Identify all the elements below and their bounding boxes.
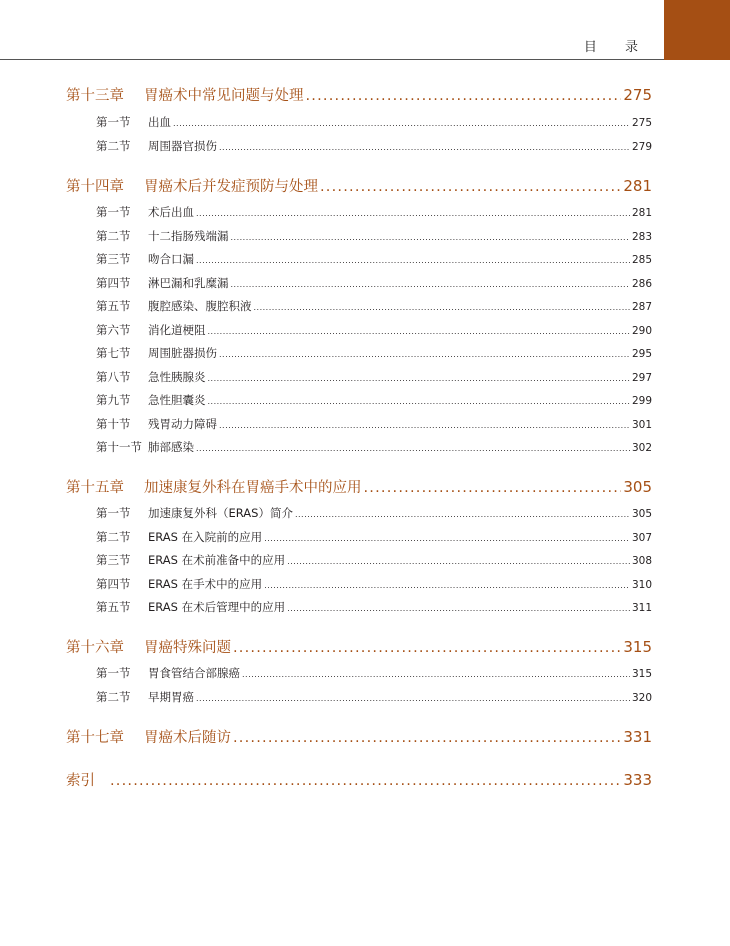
page-header-title: 目 录 [583,40,650,55]
toc-page-number: 315 [631,668,652,680]
toc-entry-number: 第三节 [96,252,131,266]
toc-page-number: 279 [631,141,652,153]
toc-section-entry[interactable] [96,576,652,592]
toc-page-number: 297 [631,372,652,384]
toc-entry-title: 胃癌术中常见问题与处理 [144,88,304,104]
toc-entry-number: 索引 [66,773,95,789]
toc-page-number: 275 [623,86,652,104]
toc-page-number: 275 [631,117,652,129]
toc-chapter-entry[interactable] [66,84,652,105]
toc-leader-dots [233,730,621,746]
toc-entry-number: 第二节 [96,530,131,544]
toc-entry-title: 十二指肠残端漏 [148,229,229,243]
toc-entry-number: 第一节 [96,115,131,129]
toc-page-number: 285 [631,254,652,266]
toc-section-entry[interactable] [96,665,652,681]
toc-page-number: 302 [631,442,652,454]
toc-section-entry[interactable] [96,228,652,244]
toc-entry-number: 第一节 [96,506,131,520]
toc-entry-title: 胃癌术后并发症预防与处理 [144,179,318,195]
chapter-tab-block [664,0,730,60]
toc-page-number: 281 [623,177,652,195]
toc-entry-title: 胃癌特殊问题 [144,640,231,656]
toc-page-number: 311 [631,602,652,614]
toc-entry-number: 第十七章 [66,730,124,746]
toc-page-number: 287 [631,301,652,313]
toc-chapter-entry[interactable] [66,476,652,497]
toc-entry-number: 第五节 [96,299,131,313]
toc-entry-number: 第十三章 [66,88,124,104]
toc-entry-number: 第一节 [96,666,131,680]
toc-section-entry[interactable] [96,552,652,568]
toc-entry-title: 急性胰腺炎 [148,370,206,384]
toc-section-entry[interactable] [96,298,652,314]
toc-section-entry[interactable] [96,416,652,432]
toc-entry-title: 消化道梗阻 [148,323,206,337]
toc-entry-number: 第八节 [96,370,131,384]
toc-section-entry[interactable] [96,275,652,291]
toc-leader-dots [264,530,630,544]
toc-leader-dots [231,276,630,290]
toc-entry-number: 第十四章 [66,179,124,195]
toc-entry-number: 第一节 [96,205,131,219]
toc-section-entry[interactable] [96,599,652,615]
toc-leader-dots [208,323,630,337]
toc-leader-dots [287,600,630,614]
toc-leader-dots [233,640,621,656]
toc-section-entry[interactable] [96,251,652,267]
toc-leader-dots [219,346,630,360]
toc-entry-title: 加速康复外科（ERAS）简介 [148,506,293,520]
toc-entry-number: 第二节 [96,229,131,243]
toc-entry-title: 肺部感染 [148,440,194,454]
toc-page-number: 305 [631,508,652,520]
toc-entry-title: ERAS 在术前准备中的应用 [148,553,286,567]
toc-leader-dots [208,370,630,384]
header-rule [0,59,664,60]
toc-leader-dots [320,179,621,195]
toc-entry-number: 第十节 [96,417,131,431]
toc-page-number: 331 [623,728,652,746]
toc-leader-dots [173,115,630,129]
toc-leader-dots [196,205,630,219]
toc-page-number: 320 [631,692,652,704]
toc-leader-dots [219,139,630,153]
toc-entry-title: ERAS 在术后管理中的应用 [148,600,286,614]
toc-leader-dots [231,229,630,243]
toc-section-entry[interactable] [96,345,652,361]
toc-page-number: 315 [623,638,652,656]
toc-page-number: 310 [631,579,652,591]
toc-entry-number: 第五节 [96,600,131,614]
toc-entry-number: 第九节 [96,393,131,407]
toc-entry-number: 第十五章 [66,480,124,496]
toc-entry-number: 第七节 [96,346,131,360]
toc-section-entry[interactable] [96,204,652,220]
toc-chapter-entry[interactable] [66,726,652,747]
toc-leader-dots [264,577,630,591]
toc-leader-dots [364,480,622,496]
toc-section-entry[interactable] [96,114,652,130]
toc-leader-dots [219,417,630,431]
toc-leader-dots [196,252,630,266]
toc-page-number: 290 [631,325,652,337]
toc-chapter-entry[interactable] [66,769,652,790]
toc-entry-title: 胃食管结合部腺癌 [148,666,240,680]
toc-section-entry[interactable] [96,439,652,455]
toc-section-entry[interactable] [96,322,652,338]
toc-chapter-entry[interactable] [66,175,652,196]
toc-chapter-entry[interactable] [66,636,652,657]
toc-entry-number: 第三节 [96,553,131,567]
toc-section-entry[interactable] [96,689,652,705]
toc-entry-title: 胃癌术后随访 [144,730,231,746]
toc-leader-dots [208,393,630,407]
toc-leader-dots [254,299,630,313]
toc-entry-number: 第六节 [96,323,131,337]
toc-page-number: 286 [631,278,652,290]
toc-entry-title: 残胃动力障碍 [148,417,217,431]
toc-leader-dots [242,666,630,680]
toc-page-number: 307 [631,532,652,544]
toc-entry-number: 第十六章 [66,640,124,656]
toc-entry-title: 术后出血 [148,205,194,219]
toc-leader-dots [196,440,630,454]
toc-entry-title: 出血 [148,115,171,129]
toc-page-number: 333 [623,771,652,789]
toc-page-number: 305 [623,478,652,496]
toc-page-number: 301 [631,419,652,431]
toc-page-number: 295 [631,348,652,360]
toc-section-entry[interactable] [96,529,652,545]
toc-entry-title: 淋巴漏和乳糜漏 [148,276,229,290]
toc-entry-title: ERAS 在入院前的应用 [148,530,263,544]
toc-leader-dots [287,553,630,567]
toc-entry-title: 周围脏器损伤 [148,346,217,360]
toc-section-entry[interactable] [96,392,652,408]
toc-entry-number: 第四节 [96,276,131,290]
toc-section-entry[interactable] [96,138,652,154]
toc-leader-dots [306,88,622,104]
toc-entry-number: 第四节 [96,577,131,591]
toc-page-number: 308 [631,555,652,567]
toc-entry-number: 第十一节 [96,440,142,454]
toc-entry-number: 第二节 [96,690,131,704]
toc-page-number: 299 [631,395,652,407]
toc-entry-title: 早期胃癌 [148,690,194,704]
toc-leader-dots [110,773,621,789]
toc-entry-title: 周围器官损伤 [148,139,217,153]
toc-page-number: 281 [631,207,652,219]
toc-entry-title: 急性胆囊炎 [148,393,206,407]
toc-entry-title: 吻合口漏 [148,252,194,266]
toc-entry-number: 第二节 [96,139,131,153]
toc-leader-dots [196,690,630,704]
toc-section-entry[interactable] [96,505,652,521]
toc-page-number: 283 [631,231,652,243]
toc-section-entry[interactable] [96,369,652,385]
toc-entry-title: ERAS 在手术中的应用 [148,577,263,591]
toc-leader-dots [295,506,630,520]
toc-entry-title: 加速康复外科在胃癌手术中的应用 [144,480,362,496]
toc-entry-title: 腹腔感染、腹腔积液 [148,299,252,313]
